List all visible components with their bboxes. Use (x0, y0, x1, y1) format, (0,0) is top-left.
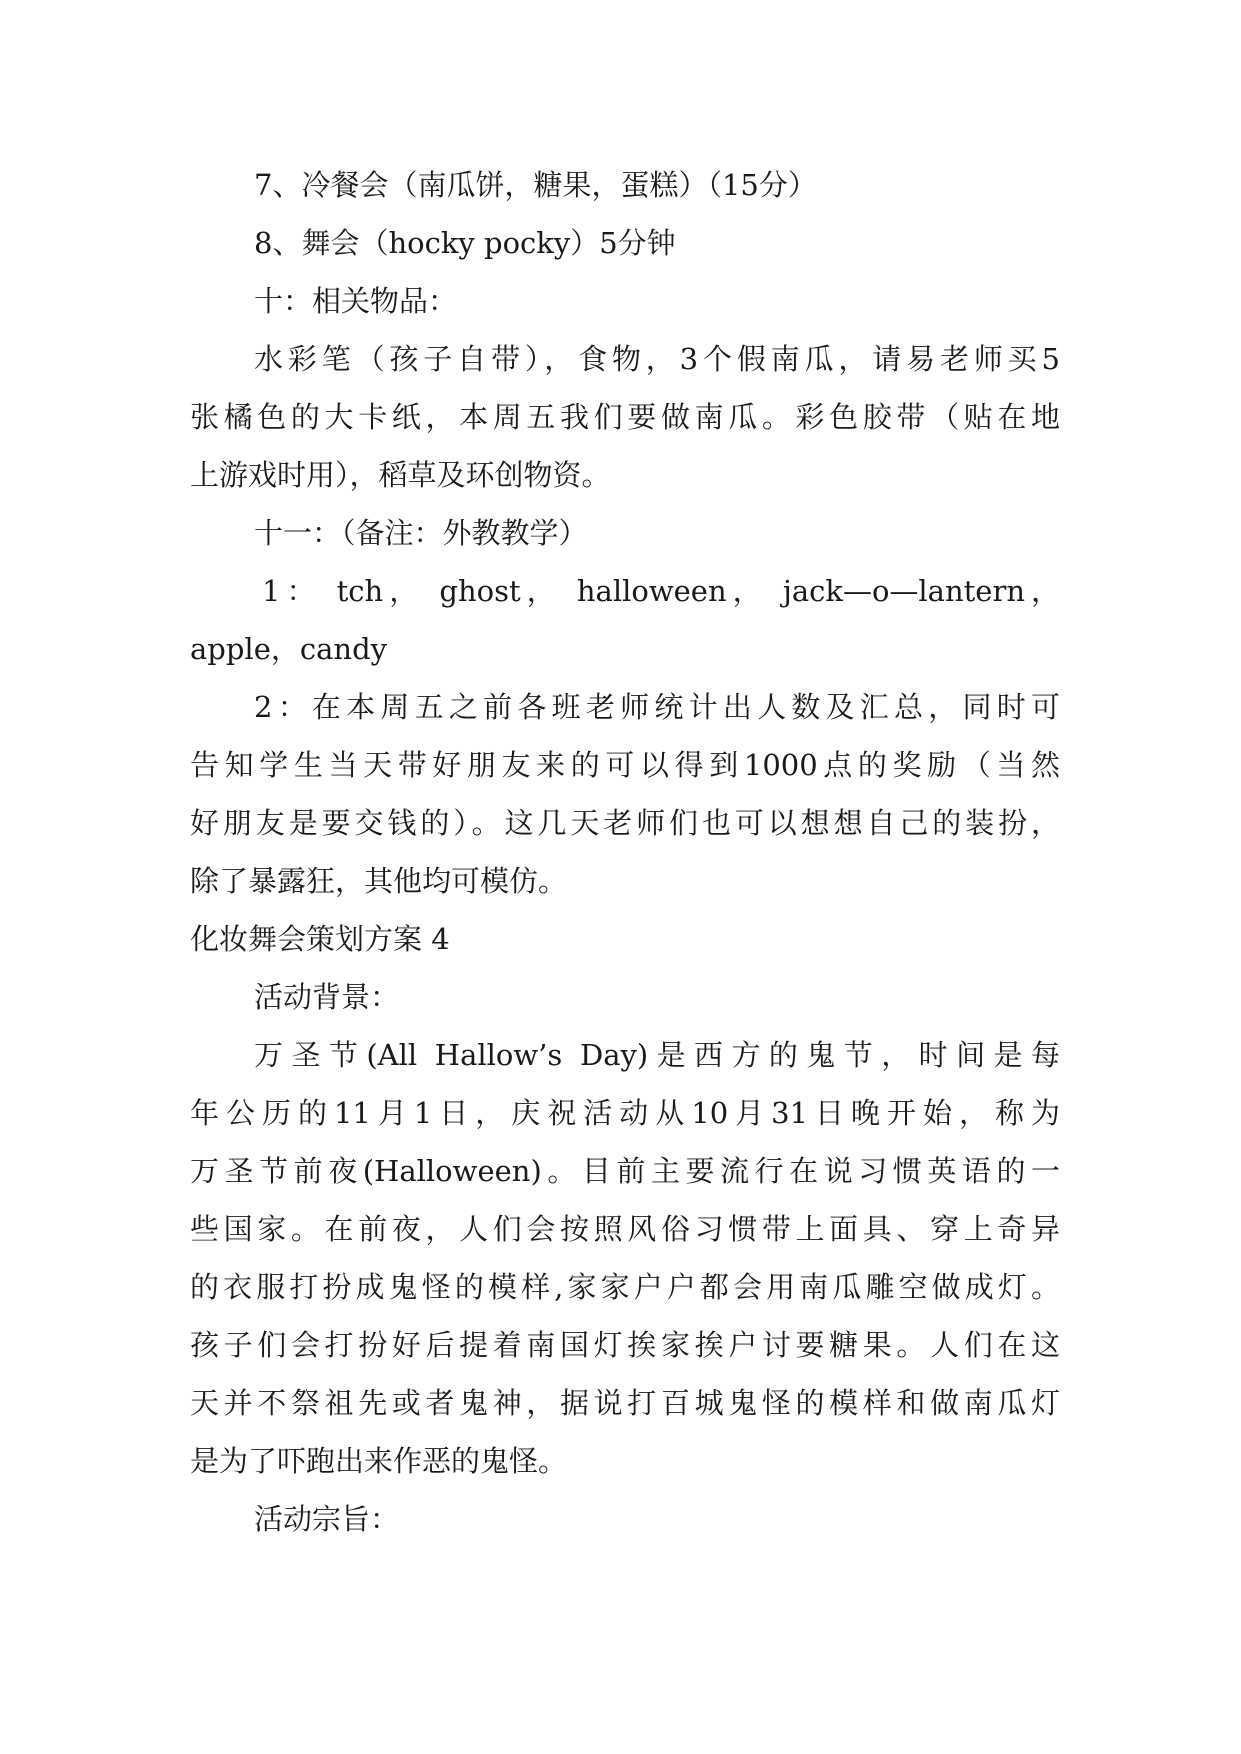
text-line: 7、冷餐会（南瓜饼，糖果，蛋糕）（15分） (254, 168, 817, 202)
text-line: 天并不祭祖先或者鬼神，据说打百城鬼怪的模样和做南瓜灯 (190, 1386, 1060, 1420)
text-line: 好朋友是要交钱的）。这几天老师们也可以想想自己的装扮， (190, 806, 1060, 840)
text-line: 上游戏时用），稻草及环创物资。 (190, 458, 611, 492)
text-line: 张橘色的大卡纸，本周五我们要做南瓜。彩色胶带（贴在地 (190, 400, 1060, 434)
text-line: 的衣服打扮成鬼怪的模样,家家户户都会用南瓜雕空做成灯。 (190, 1270, 1060, 1304)
text-line: 是为了吓跑出来作恶的鬼怪。 (190, 1444, 568, 1478)
text-line: 水彩笔（孩子自带），食物，3个假南瓜，请易老师买5 (254, 342, 1060, 376)
text-line: 8、舞会（hocky pocky）5分钟 (254, 226, 676, 260)
section-heading: 活动宗旨： (254, 1502, 400, 1536)
section-heading: 十：相关物品： (254, 284, 458, 318)
text-line: 告知学生当天带好朋友来的可以得到1000点的奖励（当然 (190, 748, 1060, 782)
text-line: 万圣节(All Hallow’s Day)是西方的鬼节，时间是每 (254, 1038, 1060, 1072)
text-line: 些国家。在前夜，人们会按照风俗习惯带上面具、穿上奇异 (190, 1212, 1060, 1246)
section-title: 化妆舞会策划方案 4 (190, 922, 450, 956)
section-heading: 十一：（备注：外教教学） (254, 516, 588, 550)
text-line: 1： tch， ghost， halloween， jack—o—lantern， (262, 574, 1060, 608)
text-line: 2：在本周五之前各班老师统计出人数及汇总，同时可 (254, 690, 1060, 724)
text-line: 除了暴露狂，其他均可模仿。 (190, 864, 568, 898)
text-line: 孩子们会打扮好后提着南国灯挨家挨户讨要糖果。人们在这 (190, 1328, 1060, 1362)
text-line: 万圣节前夜(Halloween)。目前主要流行在说习惯英语的一 (190, 1154, 1060, 1188)
text-line: 年公历的11月1日，庆祝活动从10月31日晚开始，称为 (190, 1096, 1060, 1130)
section-heading: 活动背景： (254, 980, 400, 1014)
text-line: apple，candy (190, 632, 388, 666)
